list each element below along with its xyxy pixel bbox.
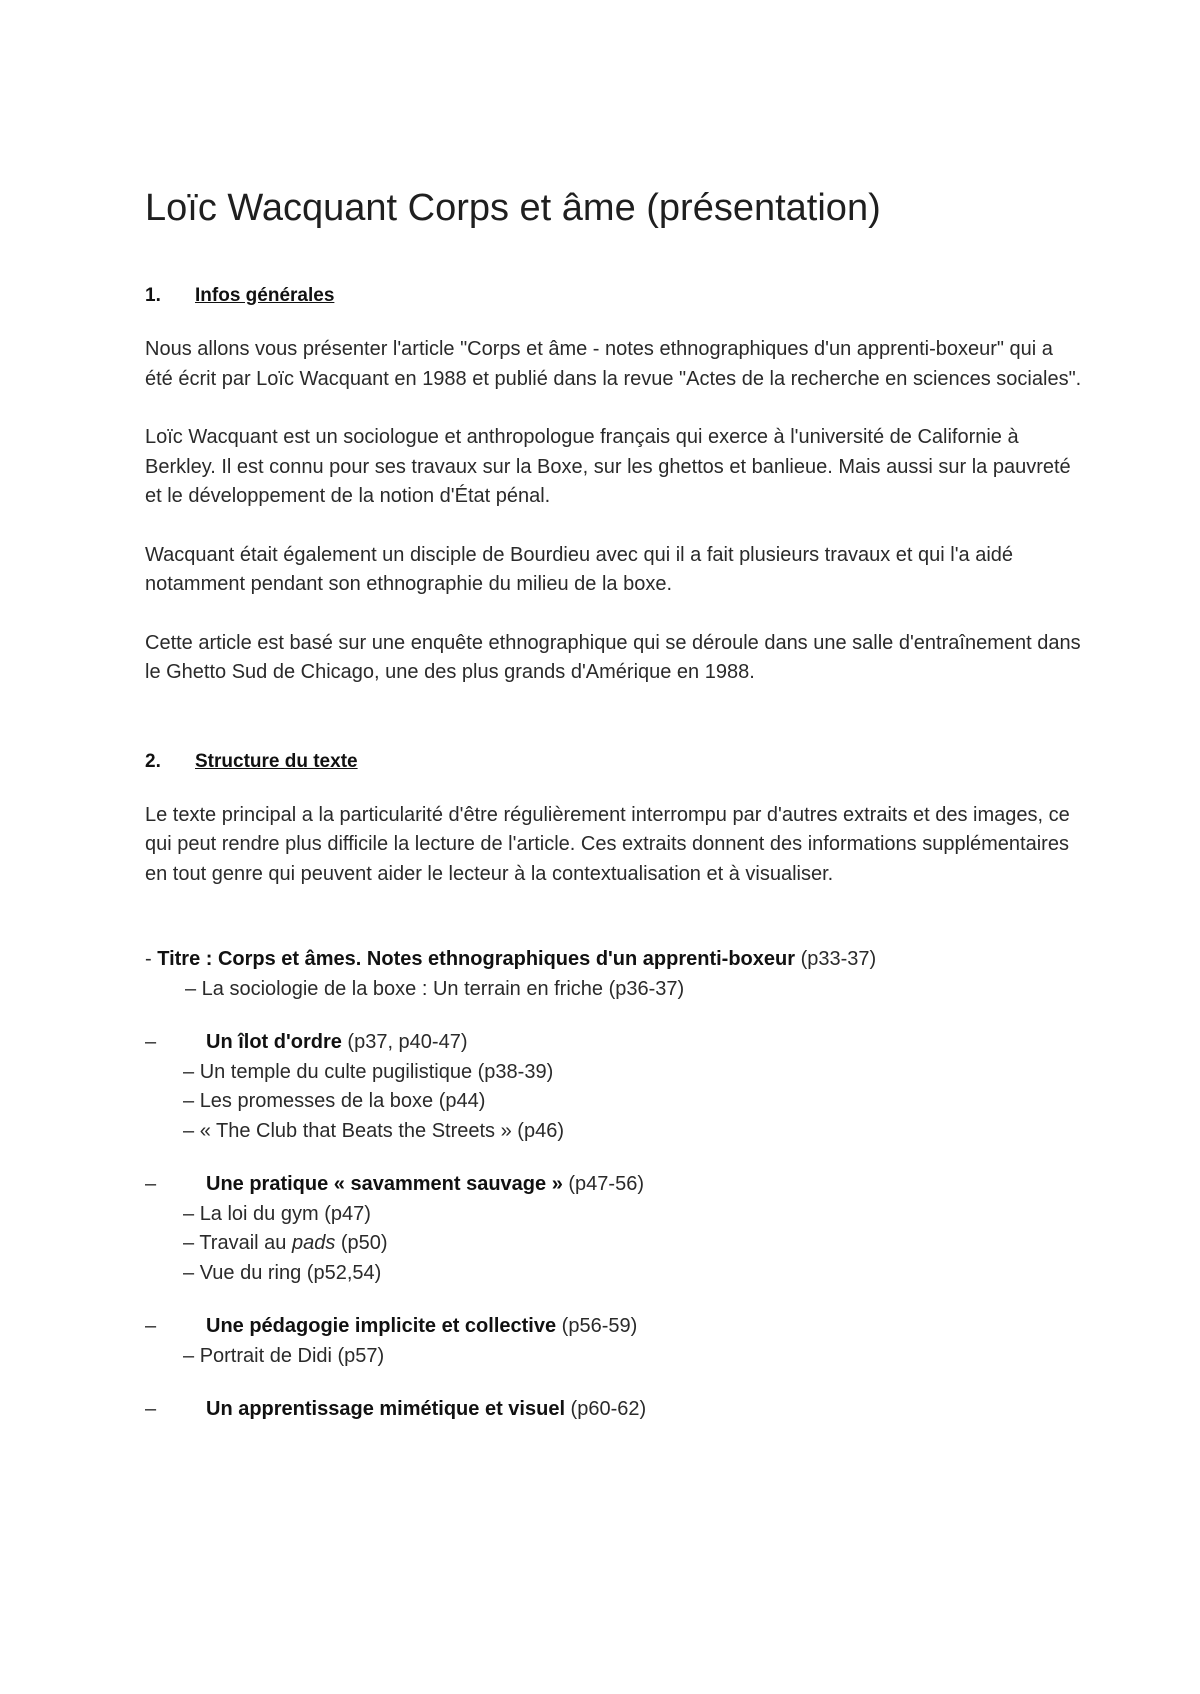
outline-pages: (p56-59): [556, 1315, 638, 1337]
outline-subitem: – Travail au pads (p50): [183, 1232, 388, 1254]
paragraph: Le texte principal a la particularité d'être régulièrement interrompu par d'autres extraits et des images, ce qui peut rendre plus difficile la lecture de l'article. Ces extraits donnent des informations supplémentaires en tout genre qui peuvent aider le lecteur à la contextualisation et à visualiser.: [145, 803, 1070, 885]
outline-section-title: Une pédagogie implicite et collective: [206, 1315, 557, 1337]
section-heading-label: Infos générales: [195, 285, 335, 306]
outline-section-row: [145, 1312, 1085, 1342]
outline-dash: –: [145, 1173, 157, 1195]
outline-pages: (p47-56): [562, 1173, 644, 1195]
outline-subitem: – La loi du gym (p47): [183, 1202, 371, 1225]
outline-title-bold: Titre : Corps et âmes. Notes ethnographiques d'un apprenti-boxeur: [157, 948, 796, 970]
outline-pages: (p33-37): [795, 948, 877, 970]
outline-section-title: Un îlot d'ordre: [206, 1031, 342, 1053]
paragraph: Loïc Wacquant est un sociologue et anthropologue français qui exerce à l'université de Californie à Berkley. Il est connu pour ses travaux sur la Boxe, sur les ghettos et banlieue. Mais aussi sur la pauvreté et le développement de la notion d'État pénal.: [145, 426, 1071, 507]
text-structure-outline: [145, 945, 1085, 1425]
outline-pages: (p60-62): [565, 1398, 647, 1420]
outline-section-row: [145, 1028, 1085, 1058]
paragraph: Wacquant était également un disciple de Bourdieu avec qui il a fait plusieurs travaux et qui l'a aidé notamment pendant son ethnographie du milieu de la boxe.: [145, 543, 1014, 595]
outline-subitem: – Les promesses de la boxe (p44): [183, 1090, 486, 1112]
outline-section-row: [145, 1395, 1085, 1425]
paragraph: Nous allons vous présenter l'article "Corps et âme - notes ethnographiques d'un apprenti-boxeur" qui a été écrit par Loïc Wacquant en 1988 et publié dans la revue "Actes de la recherche en sciences sociales".: [145, 338, 1082, 390]
paragraph: Cette article est basé sur une enquête ethnographique qui se déroule dans une salle d'entraînement dans le Ghetto Sud de Chicago, une des plus grands d'Amérique en 1988.: [145, 631, 1081, 683]
outline-dash: –: [145, 1398, 157, 1420]
outline-subitem: – Portrait de Didi (p57): [183, 1344, 385, 1367]
outline-subitem: – Vue du ring (p52,54): [183, 1261, 382, 1284]
section-number: 1.: [145, 285, 161, 306]
outline-title-sub: – La sociologie de la boxe : Un terrain en friche (p36-37): [185, 977, 685, 1000]
document-page: [145, 185, 1085, 1425]
outline-dash: –: [145, 1031, 157, 1053]
outline-dash: -: [145, 948, 158, 970]
section-heading-label: Structure du texte: [195, 750, 358, 772]
document-title: Loïc Wacquant Corps et âme (présentation): [145, 187, 881, 229]
outline-subitem: – Un temple du culte pugilistique (p38-39): [183, 1060, 554, 1083]
outline-section-row: [145, 1170, 1085, 1200]
outline-dash: –: [145, 1315, 157, 1337]
section-heading-infos: [145, 283, 1085, 309]
outline-pages: (p37, p40-47): [341, 1031, 468, 1053]
outline-section-title: Une pratique « savamment sauvage »: [206, 1173, 563, 1195]
outline-section-title: Un apprentissage mimétique et visuel: [206, 1398, 565, 1420]
section-number: 2.: [145, 750, 161, 772]
section-heading-structure: [145, 749, 1085, 775]
outline-title-row: [145, 945, 1085, 975]
outline-subitem: – « The Club that Beats the Streets » (p46): [183, 1119, 564, 1142]
